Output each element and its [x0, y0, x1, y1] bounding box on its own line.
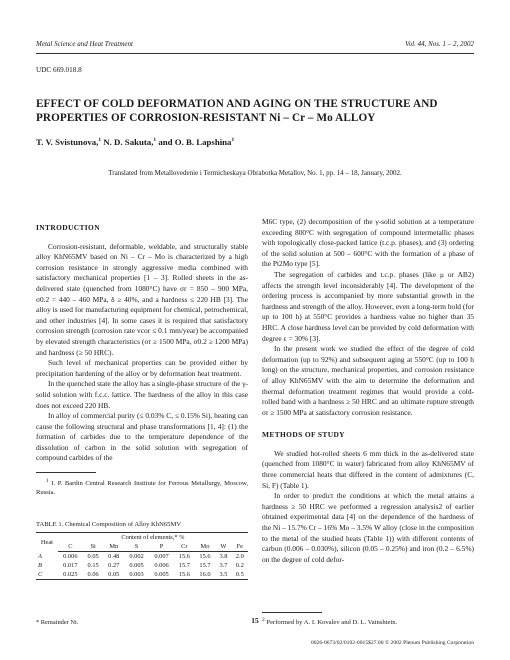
page-number: 15: [251, 616, 259, 625]
table-cell: 3.5: [215, 570, 231, 580]
table-cell: 3.7: [219, 562, 228, 569]
table-cell: 0.06: [83, 570, 104, 580]
table-cell: 0.005: [129, 562, 144, 569]
section-heading: INTRODUCTION: [36, 223, 100, 232]
composition-table: [36, 532, 248, 580]
table-cell: 0.2: [235, 562, 244, 569]
paragraph: In the present work we studied the effect of the degree of cold deformation (up to 92%) and subsequent aging at 550°C (up to 100 h long) on the structure, mechanical properties, and corrosion resistance of alloy KhN65MV with the aim to determine the deformation and thermal deformation treatment regimes that would provide a cold-rolled band with a hardness ≥ 50 HRC and an ultimate rupture strength σr ≥ 1500 MPa at satisfactory corrosion resistance.: [262, 344, 474, 417]
affiliation-mark: 1: [231, 137, 235, 144]
footnote-rule: [36, 472, 96, 473]
element-header-row: [36, 542, 248, 552]
table-cell: 0.025: [58, 570, 83, 580]
table-cell: 3.8: [219, 553, 228, 560]
element-header: Cr: [174, 542, 195, 552]
table-caption: TABLE 1. Chemical Composition of Alloy KhN65MV: [36, 521, 182, 528]
table-cell: 0.003: [124, 570, 149, 580]
table-cell: 15.6: [174, 570, 195, 580]
element-header: Si: [83, 542, 104, 552]
section-heading: METHODS OF STUDY: [262, 430, 345, 440]
udc-code: UDC 669.018.8: [36, 66, 82, 74]
table-cell: 0.002: [129, 553, 144, 560]
table-cell: 2.0: [235, 553, 244, 560]
paragraph: We studied hot-rolled sheets 6 mm thick in the as-delivered state (quenched from 1080°C in water) fabricated from alloy KhN65MV of three commercial heats that differed in the content of admixtures (C, Si, F) (Table 1).: [262, 448, 474, 490]
footnote-text: I. P. Bardin Central Research Institute for Ferrous Metallurgy, Moscow, Russia.: [36, 480, 248, 497]
table-row: [36, 552, 248, 562]
table-cell: 0.5: [232, 570, 248, 580]
table-header-row: [36, 533, 248, 543]
author: and O. B. Lapshina: [158, 137, 232, 147]
footnote: [36, 477, 248, 497]
heat-cell: C: [36, 570, 58, 580]
right-column: [262, 217, 474, 565]
paragraph: Corrosion-resistant, deformable, weldable, and structurally stable alloy KhN65MV based on Ni – Cr – Mo is characterized by a high corrosion resistance in strongly aggressive media combined with satisfactory mechanical properties [1 – 3]. Rolled sheets in the as-delivered state (quenched from 1080°C) have σr = 850 – 900 MPa, σ0.2 = 440 – 460 MPa, δ ≥ 40%, and a hardness ≤ 220 HB [3]. The alloy is used for manufacturing equipment for chemical, petrochemical, and other industries [4]. In some cases it is required that satisfactory corrosion strength (corrosion rate vcor ≤ 0.1 mm/year) be accompanied by elevated strength characteristics (σr ≥ 1500 MPa, σ0.2 ≥ 1200 MPa) and hardness (≥ 50 HRC).: [36, 241, 248, 357]
paragraph: The segregation of carbides and t.c.p. phases (like μ or AB2) affects the strength level inconsiderably [4]. The development of the ordering process is accompanied by more substantial growth in the hardness and strength of the alloy. However, even a long-term hold (for up to 100 h) at 550°C provides a hardness value no higher than 35 HRC. A close hardness level can be provided by cold deformation with degree ε = 30% [3].: [262, 269, 474, 343]
table-cell: 0.05: [103, 570, 124, 580]
element-header: C: [58, 542, 83, 552]
header-rule: [36, 53, 474, 54]
affiliation-mark: 1: [153, 137, 157, 144]
paragraph: Such level of mechanical properties can be provided either by precipitation hardening of the alloy or by deformation heat treatment.: [36, 358, 248, 378]
table-cell: 16.0: [195, 570, 216, 580]
author: T. V. Svistunova,: [36, 137, 99, 147]
element-header: W: [215, 542, 231, 552]
heat-header: Heat: [36, 533, 58, 552]
table-cell: 0.006: [63, 553, 78, 560]
table-cell: 15.7: [199, 562, 211, 569]
element-header: Fe: [232, 542, 248, 552]
table-cell: 0.005: [149, 570, 174, 580]
element-header: S: [124, 542, 149, 552]
table-cell: 0.15: [87, 562, 99, 569]
paragraph: M6C type, (2) decomposition of the γ-solid solution at a temperature exceeding 800°C with segregation of compound intermetallic phases with topologically close-packed lattice (t.c.p. phases), and (3) ordering of the solid solution at 500 – 600°C with the formation of a phase of the Pt2Mo type [5].: [262, 217, 474, 269]
table-cell: 0.006: [154, 562, 169, 569]
paragraph: In alloy of commercial purity (≤ 0.03% C, ≤ 0.15% Si), heating can cause the following structural and phase transformations [1, 4]: (1) the formation of carbides due to the temperature dependence of the dissolution of carbon in the solid solution with segregation of compound carbides of the: [36, 411, 248, 463]
table-row: [36, 570, 248, 580]
translation-note: Translated from Metallovedenie i Termicheskaya Obrabotka Metallov, No. 1, pp. 14 – 18, January, 2002.: [108, 169, 402, 177]
author: N. D. Sakuta,: [103, 137, 154, 147]
table-cell: 0.05: [87, 553, 99, 560]
table-cell: 15.7: [178, 562, 190, 569]
heat-cell: B: [38, 562, 42, 569]
table-cell: 15.6: [199, 553, 211, 560]
left-column: [36, 217, 248, 497]
journal-volume: Vol. 44, Nos. 1 – 2, 2002: [405, 40, 474, 48]
footnote-mark: 1: [46, 478, 49, 485]
running-header: [36, 40, 474, 52]
table-remark: * Remainder Ni.: [36, 619, 79, 626]
paragraph: In order to predict the conditions at which the metal attains a hardness ≥ 50 HRC we performed a regression analysis2 of earlier obtained experimental data [4] on the dependence of the hardness of the Ni – 15.7% Cr – 16% Mo – 3.5% W alloy (close in the composition to the metal of the studied heats (Table 1)) with different contents of carbon (0.006 – 0.030%), silicon (0.05 – 0.25%) and iron (0.2 – 6.5%) on the degree of cold defor-: [262, 491, 474, 564]
paragraph: In the quenched state the alloy has a single-phase structure of the γ-solid solution with f.c.c. lattice. The hardness of the alloy in this case does not exceed 220 HB.: [36, 379, 248, 410]
table-cell: 0.27: [108, 562, 120, 569]
footnote-rule: [262, 612, 322, 613]
footnote-mark: 2: [262, 617, 265, 623]
footnote-text: Performed by A. I. Kovalev and D. L. Vainshtein.: [266, 619, 398, 627]
table-cell: 0.017: [63, 562, 78, 569]
author-list: [36, 137, 474, 147]
journal-name: Metal Science and Heat Treatment: [36, 40, 133, 48]
table-cell: 0.48: [108, 553, 120, 560]
table-cell: 15.6: [178, 553, 190, 560]
heat-cell: A: [38, 552, 42, 560]
content-header: Content of elements,* %: [58, 533, 248, 543]
table-row: [36, 561, 248, 570]
article-title: EFFECT OF COLD DEFORMATION AND AGING ON THE STRUCTURE AND PROPERTIES OF CORROSION-RESISTANT Ni – Cr – Mo ALLOY: [36, 98, 438, 124]
element-header: P: [149, 542, 174, 552]
element-header: Mn: [103, 542, 124, 552]
affiliation-mark: 1: [98, 137, 102, 144]
copyright-line: 0026-0673/02/0102-0015$27.00 © 2002 Plenum Publishing Corporation: [310, 640, 474, 646]
table-cell: 0.007: [154, 553, 169, 560]
element-header: Mo: [195, 542, 216, 552]
